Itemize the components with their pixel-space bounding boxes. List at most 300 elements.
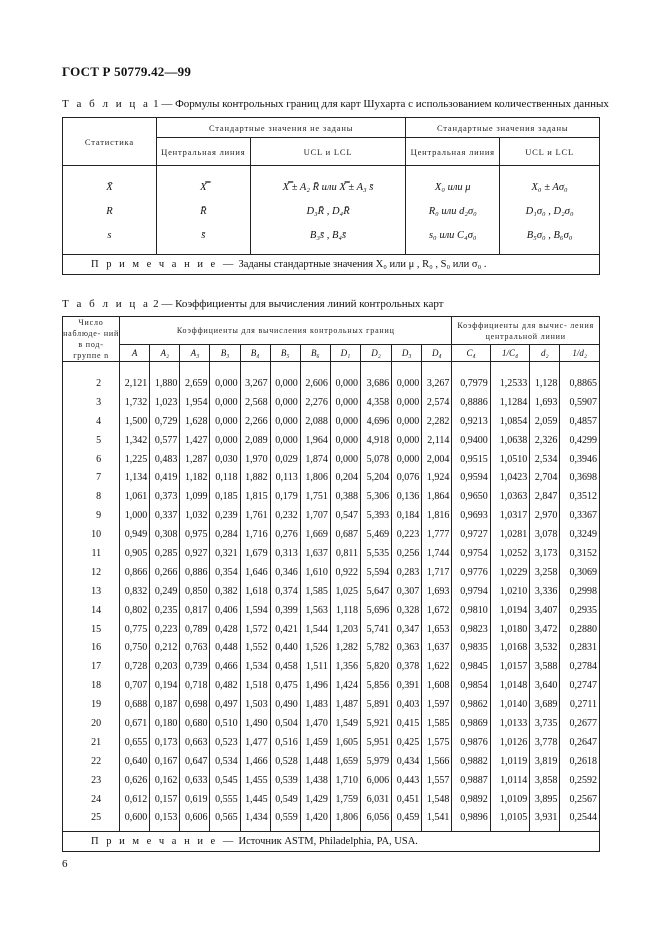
coefficient-cell: 1,342 bbox=[120, 431, 150, 450]
coefficient-cell: 0,3946 bbox=[560, 450, 600, 469]
coefficient-cell: 1,0133 bbox=[490, 714, 529, 733]
coefficients-body bbox=[63, 362, 600, 832]
coefficient-cell: 3,686 bbox=[361, 374, 392, 393]
coefficient-cell: 1,0168 bbox=[490, 638, 529, 657]
coefficient-cell: 0,076 bbox=[392, 468, 422, 487]
coefficient-cell: 0,475 bbox=[270, 676, 300, 695]
coefficient-cell: 0,000 bbox=[392, 393, 422, 412]
symbol-header: D₄ bbox=[422, 345, 452, 362]
coefficient-cell: 0,850 bbox=[180, 582, 210, 601]
coefficient-cell: 0,328 bbox=[392, 601, 422, 620]
subgroup-size-cell: 24 bbox=[63, 790, 120, 809]
coefficient-cell: 1,470 bbox=[300, 714, 330, 733]
coefficient-cell: 0,440 bbox=[270, 638, 300, 657]
coefficient-cell: 1,707 bbox=[300, 506, 330, 525]
coefficient-cell: 0,347 bbox=[392, 620, 422, 639]
coefficient-cell: 0,490 bbox=[270, 695, 300, 714]
coefficient-cell: 3,588 bbox=[530, 657, 560, 676]
coefficient-cell: 2,847 bbox=[530, 487, 560, 506]
subgroup-size-cell: 4 bbox=[63, 412, 120, 431]
subgroup-size-cell: 6 bbox=[63, 450, 120, 469]
coefficient-cell: 4,918 bbox=[361, 431, 392, 450]
coefficient-cell: 0,600 bbox=[120, 808, 150, 831]
coefficient-cell: 0,373 bbox=[150, 487, 180, 506]
coefficient-cell: 1,970 bbox=[240, 450, 270, 469]
subgroup-size-cell: 23 bbox=[63, 771, 120, 790]
table2-note bbox=[63, 832, 600, 852]
coefficient-cell: 1,608 bbox=[422, 676, 452, 695]
coefficient-cell: 1,575 bbox=[422, 733, 452, 752]
coefficient-cell: 0,180 bbox=[150, 714, 180, 733]
coefficient-cell: 0,000 bbox=[210, 393, 240, 412]
coefficient-cell: 6,006 bbox=[361, 771, 392, 790]
coefficient-cell: 0,482 bbox=[210, 676, 240, 695]
coefficient-cell: 0,000 bbox=[330, 393, 360, 412]
coefficient-cell: 3,778 bbox=[530, 733, 560, 752]
coefficient-cell: 2,659 bbox=[180, 374, 210, 393]
coefficient-cell: 0,647 bbox=[180, 752, 210, 771]
coefficient-cell: 1,282 bbox=[330, 638, 360, 657]
coefficient-cell: 1,438 bbox=[300, 771, 330, 790]
coefficient-cell: 0,9794 bbox=[452, 582, 490, 601]
ng-limits-header: UCL и LCL bbox=[250, 138, 406, 166]
coefficient-cell: 0,321 bbox=[210, 544, 240, 563]
coefficient-cell: 5,594 bbox=[361, 563, 392, 582]
coefficient-cell: 0,9400 bbox=[452, 431, 490, 450]
subgroup-size-cell: 13 bbox=[63, 582, 120, 601]
coefficient-cell: 0,565 bbox=[210, 808, 240, 831]
subgroup-size-cell: 8 bbox=[63, 487, 120, 506]
coefficient-cell: 3,532 bbox=[530, 638, 560, 657]
coefficient-cell: 5,820 bbox=[361, 657, 392, 676]
coefficient-cell: 1,815 bbox=[240, 487, 270, 506]
symbol-header: D₃ bbox=[392, 345, 422, 362]
coefficient-cell: 1,534 bbox=[240, 657, 270, 676]
coefficient-cell: 0,640 bbox=[120, 752, 150, 771]
coefficient-cell: 5,306 bbox=[361, 487, 392, 506]
table-row bbox=[63, 790, 600, 809]
subgroup-size-cell: 9 bbox=[63, 506, 120, 525]
coefficient-cell: 1,954 bbox=[180, 393, 210, 412]
coefficient-cell: 0,3512 bbox=[560, 487, 600, 506]
coefficient-cell: 1,646 bbox=[240, 563, 270, 582]
coefficient-cell: 1,716 bbox=[240, 525, 270, 544]
statistic-xbar: X̄ bbox=[106, 182, 113, 193]
coefficient-cell: 1,618 bbox=[240, 582, 270, 601]
coefficient-cell: 0,497 bbox=[210, 695, 240, 714]
ng-center-x: X̿ bbox=[200, 182, 207, 193]
coefficient-cell: 1,459 bbox=[300, 733, 330, 752]
ng-limits-s: B₃s̄ , B₄s̄ bbox=[309, 230, 347, 241]
subgroup-size-cell: 17 bbox=[63, 657, 120, 676]
coefficient-cell: 5,393 bbox=[361, 506, 392, 525]
coefficient-cell: 0,523 bbox=[210, 733, 240, 752]
coefficient-cell: 0,547 bbox=[330, 506, 360, 525]
coefficient-cell: 0,266 bbox=[150, 563, 180, 582]
symbol-header: 1/C₄ bbox=[490, 345, 529, 362]
coefficient-cell: 1,496 bbox=[300, 676, 330, 695]
coefficient-cell: 0,663 bbox=[180, 733, 210, 752]
coefficient-cell: 1,605 bbox=[330, 733, 360, 752]
ng-center-cell bbox=[156, 166, 250, 255]
table-row bbox=[63, 601, 600, 620]
coefficient-cell: 0,2747 bbox=[560, 676, 600, 695]
coefficient-cell: 1,526 bbox=[300, 638, 330, 657]
coefficient-cell: 0,419 bbox=[150, 468, 180, 487]
coefficient-cell: 0,655 bbox=[120, 733, 150, 752]
coefficient-cell: 1,134 bbox=[120, 468, 150, 487]
coefficient-cell: 2,276 bbox=[300, 393, 330, 412]
coefficient-cell: 5,782 bbox=[361, 638, 392, 657]
coefficient-cell: 0,399 bbox=[270, 601, 300, 620]
coefficient-cell: 0,346 bbox=[270, 563, 300, 582]
coefficient-cell: 0,185 bbox=[210, 487, 240, 506]
coefficient-cell: 0,118 bbox=[210, 468, 240, 487]
symbol-header: 1/d₂ bbox=[560, 345, 600, 362]
coefficient-cell: 0,3249 bbox=[560, 525, 600, 544]
coefficient-cell: 1,518 bbox=[240, 676, 270, 695]
coefficient-cell: 1,672 bbox=[422, 601, 452, 620]
coefficient-cell: 1,287 bbox=[180, 450, 210, 469]
coefficient-cell: 1,445 bbox=[240, 790, 270, 809]
coefficient-cell: 5,647 bbox=[361, 582, 392, 601]
table-row bbox=[63, 525, 600, 544]
coefficient-cell: 3,078 bbox=[530, 525, 560, 544]
coefficient-cell: 0,545 bbox=[210, 771, 240, 790]
coefficient-cell: 0,718 bbox=[180, 676, 210, 695]
table-row bbox=[63, 582, 600, 601]
subgroup-size-cell: 20 bbox=[63, 714, 120, 733]
coefficient-cell: 1,597 bbox=[422, 695, 452, 714]
coefficient-cell: 1,0317 bbox=[490, 506, 529, 525]
coefficient-cell: 0,184 bbox=[392, 506, 422, 525]
coefficient-cell: 0,403 bbox=[392, 695, 422, 714]
coefficient-cell: 1,544 bbox=[300, 620, 330, 639]
coefficient-cell: 0,249 bbox=[150, 582, 180, 601]
coefficient-cell: 3,472 bbox=[530, 620, 560, 639]
table-row bbox=[63, 752, 600, 771]
coefficient-cell: 2,574 bbox=[422, 393, 452, 412]
coefficient-cell: 2,534 bbox=[530, 450, 560, 469]
coefficient-cell: 1,732 bbox=[120, 393, 150, 412]
coefficient-cell: 0,510 bbox=[210, 714, 240, 733]
g-limits-s: B₅σ₀ , B₆σ₀ bbox=[526, 230, 573, 241]
statistic-s: s bbox=[107, 230, 112, 241]
coefficient-cell: 1,448 bbox=[300, 752, 330, 771]
coefficient-cell: 1,0126 bbox=[490, 733, 529, 752]
coefficient-cell: 0,680 bbox=[180, 714, 210, 733]
coefficient-cell: 1,203 bbox=[330, 620, 360, 639]
col-not-given-header: Стандартные значения не заданы bbox=[156, 118, 405, 138]
coefficient-cell: 1,503 bbox=[240, 695, 270, 714]
coefficient-cell: 1,0109 bbox=[490, 790, 529, 809]
coefficient-cell: 1,0252 bbox=[490, 544, 529, 563]
coefficient-cell: 1,637 bbox=[300, 544, 330, 563]
coefficient-cell: 0,905 bbox=[120, 544, 150, 563]
table-row bbox=[63, 544, 600, 563]
coefficient-cell: 0,9754 bbox=[452, 544, 490, 563]
coefficient-cell: 0,559 bbox=[270, 808, 300, 831]
coefficient-cell: 0,866 bbox=[120, 563, 150, 582]
subgroup-size-cell: 25 bbox=[63, 808, 120, 831]
coefficient-cell: 0,832 bbox=[120, 582, 150, 601]
coefficient-cell: 0,9876 bbox=[452, 733, 490, 752]
symbol-header: A₃ bbox=[180, 345, 210, 362]
coefficient-cell: 0,528 bbox=[270, 752, 300, 771]
coefficient-cell: 3,819 bbox=[530, 752, 560, 771]
coefficient-cell: 0,922 bbox=[330, 563, 360, 582]
table-row bbox=[63, 620, 600, 639]
coefficient-cell: 0,811 bbox=[330, 544, 360, 563]
coefficient-cell: 0,000 bbox=[210, 412, 240, 431]
coefficient-cell: 0,000 bbox=[392, 431, 422, 450]
subgroup-size-cell: 2 bbox=[63, 374, 120, 393]
coefficient-cell: 0,789 bbox=[180, 620, 210, 639]
subgroup-size-cell: 15 bbox=[63, 620, 120, 639]
coefficient-cell: 3,267 bbox=[422, 374, 452, 393]
coefficient-cell: 1,1284 bbox=[490, 393, 529, 412]
coefficient-cell: 0,029 bbox=[270, 450, 300, 469]
coefficient-cell: 0,949 bbox=[120, 525, 150, 544]
coefficient-cell: 0,2935 bbox=[560, 601, 600, 620]
coefficient-cell: 0,337 bbox=[150, 506, 180, 525]
coefficient-cell: 0,153 bbox=[150, 808, 180, 831]
coefficient-cell: 1,0638 bbox=[490, 431, 529, 450]
coefficient-cell: 1,455 bbox=[240, 771, 270, 790]
coefficient-cell: 1,0363 bbox=[490, 487, 529, 506]
table-row bbox=[63, 468, 600, 487]
coefficient-cell: 1,487 bbox=[330, 695, 360, 714]
coefficient-cell: 0,276 bbox=[270, 525, 300, 544]
g-limits-x: X₀ ± Aσ₀ bbox=[531, 182, 568, 193]
coefficient-cell: 0,534 bbox=[210, 752, 240, 771]
coefficient-cell: 0,750 bbox=[120, 638, 150, 657]
coefficient-cell: 1,483 bbox=[300, 695, 330, 714]
coefficient-cell: 0,2998 bbox=[560, 582, 600, 601]
coefficient-cell: 5,535 bbox=[361, 544, 392, 563]
coefficient-cell: 0,612 bbox=[120, 790, 150, 809]
coefficient-cell: 0,000 bbox=[392, 412, 422, 431]
coefficient-cell: 1,548 bbox=[422, 790, 452, 809]
coefficient-cell: 1,864 bbox=[422, 487, 452, 506]
coefficient-cell: 1,777 bbox=[422, 525, 452, 544]
coefficient-cell: 1,572 bbox=[240, 620, 270, 639]
table-row bbox=[63, 412, 600, 431]
g-center-cell bbox=[406, 166, 500, 255]
col-statistic-header: Статистика bbox=[63, 118, 157, 166]
coefficient-cell: 0,633 bbox=[180, 771, 210, 790]
symbols-row bbox=[63, 345, 600, 362]
coefficient-cell: 0,577 bbox=[150, 431, 180, 450]
table2-caption-label: Т а б л и ц а bbox=[62, 298, 151, 310]
coefficient-cell: 2,606 bbox=[300, 374, 330, 393]
table-row bbox=[63, 733, 600, 752]
coefficient-cell: 1,0180 bbox=[490, 620, 529, 639]
coefficient-cell: 1,0510 bbox=[490, 450, 529, 469]
table2-caption-text: 2 — Коэффициенты для вычисления линий контрольных карт bbox=[153, 298, 444, 310]
coefficient-cell: 0,619 bbox=[180, 790, 210, 809]
subgroup-size-cell: 21 bbox=[63, 733, 120, 752]
ng-limits-cell bbox=[250, 166, 406, 255]
coefficient-cell: 2,266 bbox=[240, 412, 270, 431]
coefficient-cell: 0,428 bbox=[210, 620, 240, 639]
coefficient-cell: 5,979 bbox=[361, 752, 392, 771]
coefficient-cell: 0,927 bbox=[180, 544, 210, 563]
coefficient-cell: 0,9892 bbox=[452, 790, 490, 809]
table-row bbox=[63, 450, 600, 469]
ng-center-s: s̄ bbox=[201, 230, 206, 241]
g-center-r: R₀ или d₂σ₀ bbox=[428, 206, 477, 217]
coefficient-cell: 0,9810 bbox=[452, 601, 490, 620]
coefficient-cell: 0,030 bbox=[210, 450, 240, 469]
table-row bbox=[63, 714, 600, 733]
coefficient-cell: 3,267 bbox=[240, 374, 270, 393]
table-row bbox=[63, 638, 600, 657]
coefficient-cell: 1,552 bbox=[240, 638, 270, 657]
coefficient-cell: 3,640 bbox=[530, 676, 560, 695]
coefficient-cell: 3,407 bbox=[530, 601, 560, 620]
table-row bbox=[63, 563, 600, 582]
subgroup-size-cell: 3 bbox=[63, 393, 120, 412]
coefficient-cell: 0,483 bbox=[150, 450, 180, 469]
subgroup-size-cell: 10 bbox=[63, 525, 120, 544]
coefficient-cell: 2,089 bbox=[240, 431, 270, 450]
coefficient-cell: 0,9869 bbox=[452, 714, 490, 733]
subgroup-size-cell: 18 bbox=[63, 676, 120, 695]
coefficient-cell: 0,5907 bbox=[560, 393, 600, 412]
coefficient-cell: 0,313 bbox=[270, 544, 300, 563]
coefficient-cell: 1,622 bbox=[422, 657, 452, 676]
coefficient-cell: 4,358 bbox=[361, 393, 392, 412]
col-n-header: Число наблюде- ний в под- группе n bbox=[63, 318, 120, 360]
coefficient-cell: 1,420 bbox=[300, 808, 330, 831]
coefficient-cell: 1,032 bbox=[180, 506, 210, 525]
coefficient-cell: 0,421 bbox=[270, 620, 300, 639]
coefficient-cell: 5,469 bbox=[361, 525, 392, 544]
symbol-header: A bbox=[120, 345, 150, 362]
coefficient-cell: 5,741 bbox=[361, 620, 392, 639]
coefficient-cell: 1,2533 bbox=[490, 374, 529, 393]
table-row bbox=[63, 431, 600, 450]
coefficient-cell: 0,3152 bbox=[560, 544, 600, 563]
coefficient-cell: 0,434 bbox=[392, 752, 422, 771]
coefficient-cell: 0,9845 bbox=[452, 657, 490, 676]
coefficient-cell: 2,704 bbox=[530, 468, 560, 487]
coefficient-cell: 3,258 bbox=[530, 563, 560, 582]
coefficient-cell: 1,0148 bbox=[490, 676, 529, 695]
coefficient-cell: 5,696 bbox=[361, 601, 392, 620]
coefficient-cell: 0,283 bbox=[392, 563, 422, 582]
coefficient-cell: 0,256 bbox=[392, 544, 422, 563]
subgroup-size-cell: 19 bbox=[63, 695, 120, 714]
coefficient-cell: 0,763 bbox=[180, 638, 210, 657]
coefficient-cell: 4,696 bbox=[361, 412, 392, 431]
coefficient-cell: 0,285 bbox=[150, 544, 180, 563]
statistic-r: R bbox=[106, 206, 113, 217]
coefficient-cell: 1,816 bbox=[422, 506, 452, 525]
coefficient-cell: 0,167 bbox=[150, 752, 180, 771]
coefficient-cell: 0,2831 bbox=[560, 638, 600, 657]
coefficient-cell: 1,594 bbox=[240, 601, 270, 620]
symbol-header: B₄ bbox=[240, 345, 270, 362]
coefficient-cell: 0,2618 bbox=[560, 752, 600, 771]
ng-center-header: Центральная линия bbox=[156, 138, 250, 166]
coefficient-cell: 1,874 bbox=[300, 450, 330, 469]
coefficient-cell: 1,0194 bbox=[490, 601, 529, 620]
coefficient-cell: 1,585 bbox=[422, 714, 452, 733]
coefficient-cell: 0,157 bbox=[150, 790, 180, 809]
coefficient-cell: 0,9854 bbox=[452, 676, 490, 695]
coefficient-cell: 0,239 bbox=[210, 506, 240, 525]
coefficient-cell: 1,880 bbox=[150, 374, 180, 393]
coefficient-cell: 0,698 bbox=[180, 695, 210, 714]
coefficient-cell: 0,406 bbox=[210, 601, 240, 620]
coefficient-cell: 3,689 bbox=[530, 695, 560, 714]
coefficient-cell: 0,2677 bbox=[560, 714, 600, 733]
table2-note-text: Источник ASTM, Philadelphia, PA, USA. bbox=[238, 836, 418, 848]
coefficient-cell: 1,0854 bbox=[490, 412, 529, 431]
table-row bbox=[63, 374, 600, 393]
coefficient-cell: 0,000 bbox=[330, 450, 360, 469]
coefficient-cell: 1,761 bbox=[240, 506, 270, 525]
coefficient-cell: 0,179 bbox=[270, 487, 300, 506]
symbol-header: B₆ bbox=[300, 345, 330, 362]
coefficient-cell: 2,121 bbox=[120, 374, 150, 393]
coefficient-cell: 0,000 bbox=[392, 374, 422, 393]
coefficient-cell: 0,425 bbox=[392, 733, 422, 752]
coefficient-cell: 1,0140 bbox=[490, 695, 529, 714]
coefficient-cell: 3,173 bbox=[530, 544, 560, 563]
table2-note-label: П р и м е ч а н и е — bbox=[91, 836, 236, 848]
coefficient-cell: 5,891 bbox=[361, 695, 392, 714]
coefficient-cell: 2,114 bbox=[422, 431, 452, 450]
coefficient-cell: 1,679 bbox=[240, 544, 270, 563]
coefficient-cell: 1,637 bbox=[422, 638, 452, 657]
coefficient-cell: 1,628 bbox=[180, 412, 210, 431]
coefficient-cell: 0,606 bbox=[180, 808, 210, 831]
coefficient-cell: 5,951 bbox=[361, 733, 392, 752]
g-center-s: s₀ или C₄σ₀ bbox=[428, 230, 477, 241]
coefficient-cell: 0,802 bbox=[120, 601, 150, 620]
coefficient-cell: 1,429 bbox=[300, 790, 330, 809]
coefficient-cell: 0,162 bbox=[150, 771, 180, 790]
coefficient-cell: 1,585 bbox=[300, 582, 330, 601]
coefficient-cell: 0,729 bbox=[150, 412, 180, 431]
coefficient-cell: 0,2784 bbox=[560, 657, 600, 676]
coefficient-cell: 0,817 bbox=[180, 601, 210, 620]
coefficient-cell: 0,3069 bbox=[560, 563, 600, 582]
coefficient-cell: 0,2567 bbox=[560, 790, 600, 809]
coefficient-cell: 1,023 bbox=[150, 393, 180, 412]
coefficient-cell: 1,490 bbox=[240, 714, 270, 733]
subgroup-size-cell: 22 bbox=[63, 752, 120, 771]
coefficient-cell: 1,566 bbox=[422, 752, 452, 771]
coefficient-cell: 2,326 bbox=[530, 431, 560, 450]
coefficient-cell: 0,2544 bbox=[560, 808, 600, 831]
coefficient-cell: 0,212 bbox=[150, 638, 180, 657]
coefficient-cell: 0,9594 bbox=[452, 468, 490, 487]
coefficient-cell: 0,223 bbox=[150, 620, 180, 639]
coefficient-cell: 3,858 bbox=[530, 771, 560, 790]
coefficient-cell: 1,0281 bbox=[490, 525, 529, 544]
coefficient-cell: 0,9896 bbox=[452, 808, 490, 831]
coefficient-cell: 1,0157 bbox=[490, 657, 529, 676]
coefficient-cell: 1,759 bbox=[330, 790, 360, 809]
symbol-header: B₅ bbox=[270, 345, 300, 362]
coefficient-cell: 3,735 bbox=[530, 714, 560, 733]
coefficient-cell: 1,669 bbox=[300, 525, 330, 544]
coefficient-cell: 1,025 bbox=[330, 582, 360, 601]
